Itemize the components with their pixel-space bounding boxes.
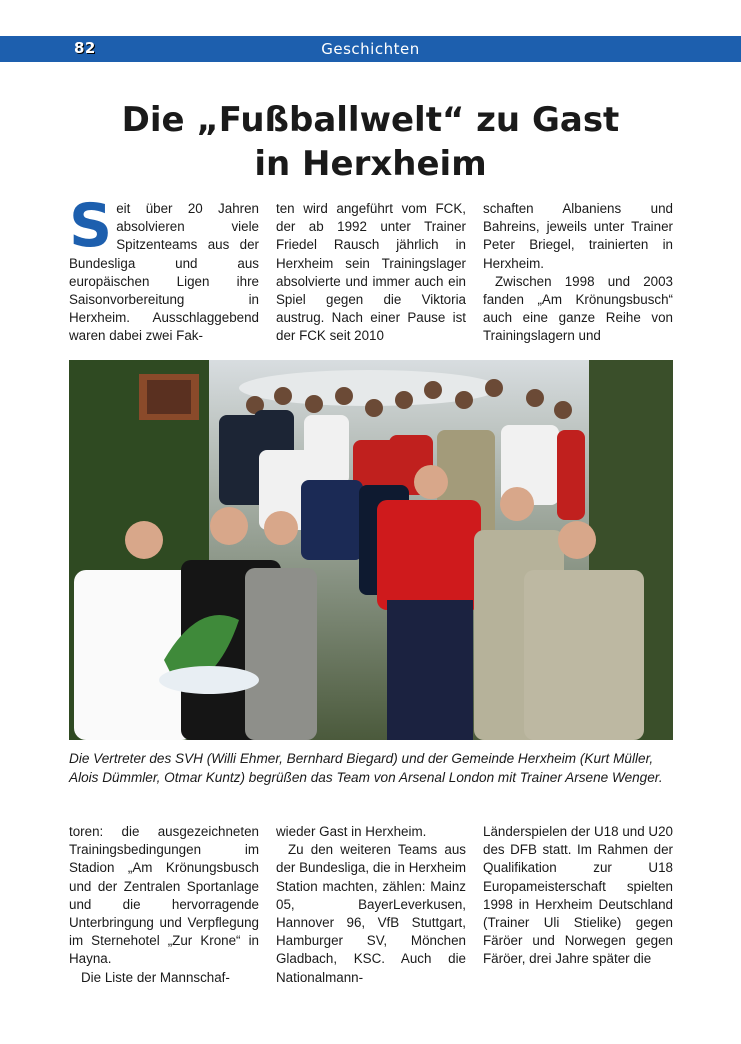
top-column-1-text: eit über 20 Jahren absolvieren viele Spitzenteams aus der Bundesliga und aus europäischen Ligen ihre Saisonvorbereitung in Herxheim. Ausschlaggebend waren dabei zwei Fak- bbox=[69, 201, 259, 344]
page-number: 82 bbox=[74, 39, 96, 57]
top-column-3-para-1: schaften Albaniens und Bahreins, jeweils unter Trainer Peter Briegel, trainierten in Herxheim. bbox=[483, 201, 673, 271]
bottom-column-2-para-2: Zu den weiteren Teams aus der Bundesliga, die in Herxheim Station machten, zählen: Mainz 05, BayerLeverkusen, Hannover 96, VfB Stuttgart, Hamburger SV, Mönchen Gladbach, KSC. Auch die Nationalmann- bbox=[276, 842, 466, 985]
team-photo bbox=[69, 360, 673, 740]
article-title-line1: Die „Fußballwelt“ zu Gast bbox=[121, 100, 620, 140]
bottom-column-1 bbox=[69, 823, 259, 987]
drop-cap: S bbox=[69, 191, 113, 261]
top-column-1 bbox=[69, 191, 259, 346]
bottom-column-1-para-2: Die Liste der Mannschaf- bbox=[81, 969, 230, 985]
bottom-column-1-para-1: toren: die ausgezeichneten Trainingsbedingungen im Stadion „Am Krönungsbusch und der Zentralen Sportanlage und die hervorragende Unterbringung und Verpflegung im Sternehotel „Zur Krone“ in Hayna. bbox=[69, 824, 259, 967]
top-column-3 bbox=[483, 200, 673, 346]
header-bar bbox=[0, 36, 741, 62]
photo-caption: Die Vertreter des SVH (Willi Ehmer, Bernhard Biegard) und der Gemeinde Herxheim (Kurt Müller, Alois Dümmler, Otmar Kuntz) begrüßen das Team von Arsenal London mit Trainer Arsene Wenger. bbox=[69, 751, 663, 785]
team-photo-illustration bbox=[69, 360, 673, 740]
article-title bbox=[0, 98, 741, 186]
bottom-column-2-para-1: wieder Gast in Herxheim. bbox=[276, 824, 427, 839]
top-column-3-para-2: Zwischen 1998 und 2003 fanden „Am Krönungsbusch“ auch eine ganze Reihe von Trainingslagern und bbox=[483, 273, 673, 344]
top-column-2 bbox=[276, 200, 466, 346]
bottom-column-3-para-1: Länderspielen der U18 und U20 des DFB statt. Im Rahmen der Qualifikation zur U18 Europameisterschaft spielten 1998 in Herxheim Deutschland (Trainer Uli Stielike) gegen Färöer und Norwegen gegen Färöer, drei Jahre später die bbox=[483, 824, 673, 967]
bottom-column-2 bbox=[276, 823, 466, 987]
top-column-2-text: ten wird angeführt vom FCK, der ab 1992 unter Trainer Friedel Rausch jährlich in Herxheim sein Trainingslager absolvierte und immer auch ein Spiel gegen die Viktoria austrug. Nach einer Pause ist der FCK seit 2010 bbox=[276, 201, 466, 344]
article-title-line2: in Herxheim bbox=[254, 144, 487, 184]
section-title: Geschichten bbox=[321, 40, 420, 58]
bottom-column-3 bbox=[483, 823, 673, 969]
